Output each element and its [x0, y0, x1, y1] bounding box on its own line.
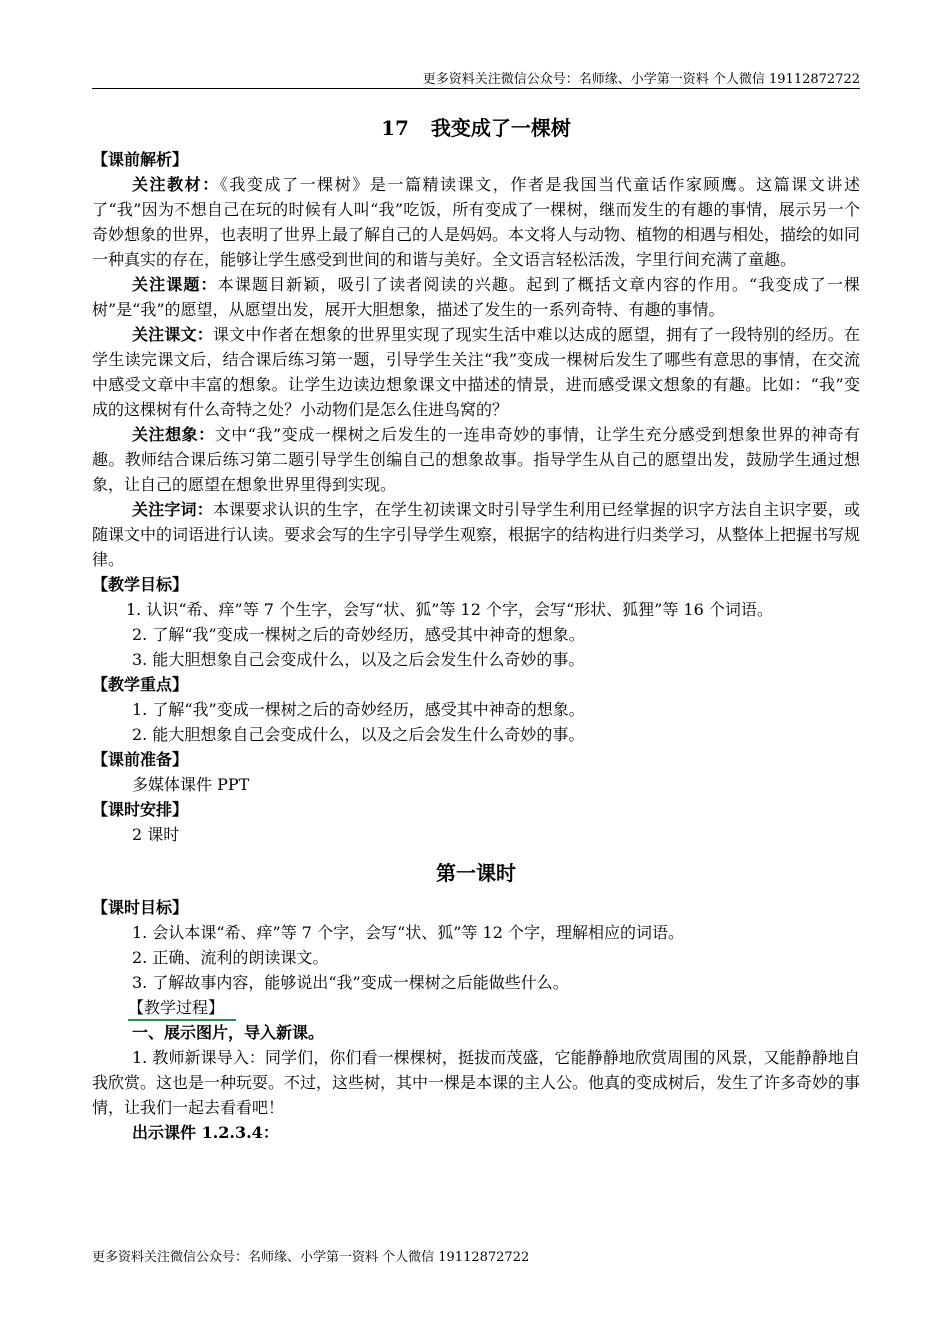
- paragraph-textbook: [92, 172, 860, 272]
- goal-item: 3. 能大胆想象自己会变成什么，以及之后会发生什么奇妙的事。: [132, 650, 585, 669]
- paragraph-text: 本课题目新颖，吸引了读者阅读的兴趣。起到了概括文章内容的作用。“我变成了一棵树”是“我”的愿望，从愿望出发，展开大胆想象，描述了发生的一系列奇特、有趣的事情。: [92, 275, 860, 319]
- key-point-item: 1. 了解“我”变成一棵树之后的奇妙经历，感受其中神奇的想象。: [132, 700, 585, 719]
- paragraph-label: 关注教材：: [132, 175, 220, 194]
- lesson-goal-item: 2. 正确、流利的朗读课文。: [132, 948, 329, 967]
- paragraph-topic: [92, 272, 860, 322]
- paragraph-imagination: [92, 422, 860, 497]
- header-divider: [92, 88, 860, 89]
- step1-heading: 一、展示图片，导入新课。: [132, 1023, 325, 1042]
- paragraph-label: 关注课题：: [132, 275, 218, 294]
- paragraph-text: 文中“我”变成一棵树之后发生的一连串奇妙的事情，让学生充分感受到想象世界的神奇有趣。教师结合课后练习第二题引导学生创编自己的想象故事。指导学生从自己的愿望出发，鼓励学生通过想象，让自己的愿望在想象世界里得到实现。: [92, 425, 860, 494]
- section-heading-lesson-goals: 【课时目标】: [92, 898, 189, 917]
- courseware-note: 出示课件 1.2.3.4：: [132, 1123, 279, 1142]
- lesson-title-text: 我变成了一棵树: [430, 116, 571, 140]
- preparation-text: 多媒体课件 PPT: [132, 775, 250, 794]
- paragraph-label: 关注想象：: [132, 425, 215, 444]
- paragraph-words: [92, 497, 860, 572]
- lesson1-title: 第一课时: [436, 861, 516, 885]
- goal-item: 2. 了解“我”变成一棵树之后的奇妙经历，感受其中神奇的想象。: [132, 625, 585, 644]
- lesson-number: 17: [381, 116, 409, 140]
- lesson-title: [92, 112, 860, 141]
- paragraph-text: 本课要求认识的生字，在学生初读课文时引导学生利用已经掌握的识字方法自主识字要，或随课文中的词语进行认读。要求会写的生字引导学生观察，根据字的结构进行归类学习，从整体上把握书写规律。: [92, 500, 861, 569]
- section-heading-key-points: 【教学重点】: [92, 675, 189, 694]
- section-heading-pre-analysis: 【课前解析】: [92, 150, 189, 169]
- goal-item: 1. 认识“希、痒”等 7 个生字，会写“状、狐”等 12 个字，会写“形状、狐狸”等 16 个词语。: [126, 600, 773, 619]
- section-heading-schedule: 【课时安排】: [92, 800, 189, 819]
- paragraph-text-focus: [92, 322, 860, 422]
- page-footer: 更多资料关注微信公众号：名师缘、小学第一资料 个人微信 19112872722: [92, 1250, 530, 1265]
- lesson-goal-item: 3. 了解故事内容，能够说出“我”变成一棵树之后能做些什么。: [132, 973, 569, 992]
- lesson-goal-item: 1. 会认本课“希、痒”等 7 个字，会写“状、狐”等 12 个字，理解相应的词语。: [132, 923, 684, 942]
- section-heading-goals: 【教学目标】: [92, 575, 189, 594]
- section-heading-preparation: 【课前准备】: [92, 750, 189, 769]
- document-body: [92, 147, 860, 1145]
- paragraph-label: 关注课文：: [132, 325, 213, 344]
- process-heading-row: [92, 995, 860, 1020]
- section-heading-process: 【教学过程】: [128, 995, 224, 1020]
- paragraph-text: 课文中作者在想象的世界里实现了现实生活中难以达成的愿望，拥有了一段特别的经历。在学生读完课文后，结合课后练习第一题，引导学生关注“我”变成一棵树后发生了哪些有意思的事情，在交流中感受文章中丰富的想象。让学生边读边想象课文中描述的情景，进而感受课文想象的有趣。比如：“我”变成的这棵树有什么奇特之处？小动物们是怎么住进鸟窝的？: [92, 325, 860, 419]
- schedule-text: 2 课时: [132, 825, 180, 844]
- key-point-item: 2. 能大胆想象自己会变成什么，以及之后会发生什么奇妙的事。: [132, 725, 585, 744]
- paragraph-label: 关注字词：: [132, 500, 213, 519]
- paragraph-text: 《我变成了一棵树》是一篇精读课文，作者是我国当代童话作家顾鹰。这篇课文讲述了“我”因为不想自己在玩的时候有人叫“我”吃饭，所有变成了一棵树，继而发生的有趣的事情，展示另一个奇妙想象的世界，也表明了世界上最了解自己的人是妈妈。本文将人与动物、植物的相遇与相处，描绘的如同一种真实的存在，能够让学生感受到世间的和谐与美好。全文语言轻松活泼，字里行间充满了童趣。: [92, 175, 861, 269]
- page-header: 更多资料关注微信公众号：名师缘、小学第一资料 个人微信 19112872722: [422, 72, 860, 87]
- step1-paragraph: 1. 教师新课导入：同学们，你们看一棵棵树，挺拔而茂盛，它能静静地欣赏周围的风景，又能静静地自我欣赏。这也是一种玩耍。不过，这些树，其中一棵是本课的主人公。他真的变成树后，发生了许多奇妙的事情，让我们一起去看看吧！: [92, 1048, 861, 1117]
